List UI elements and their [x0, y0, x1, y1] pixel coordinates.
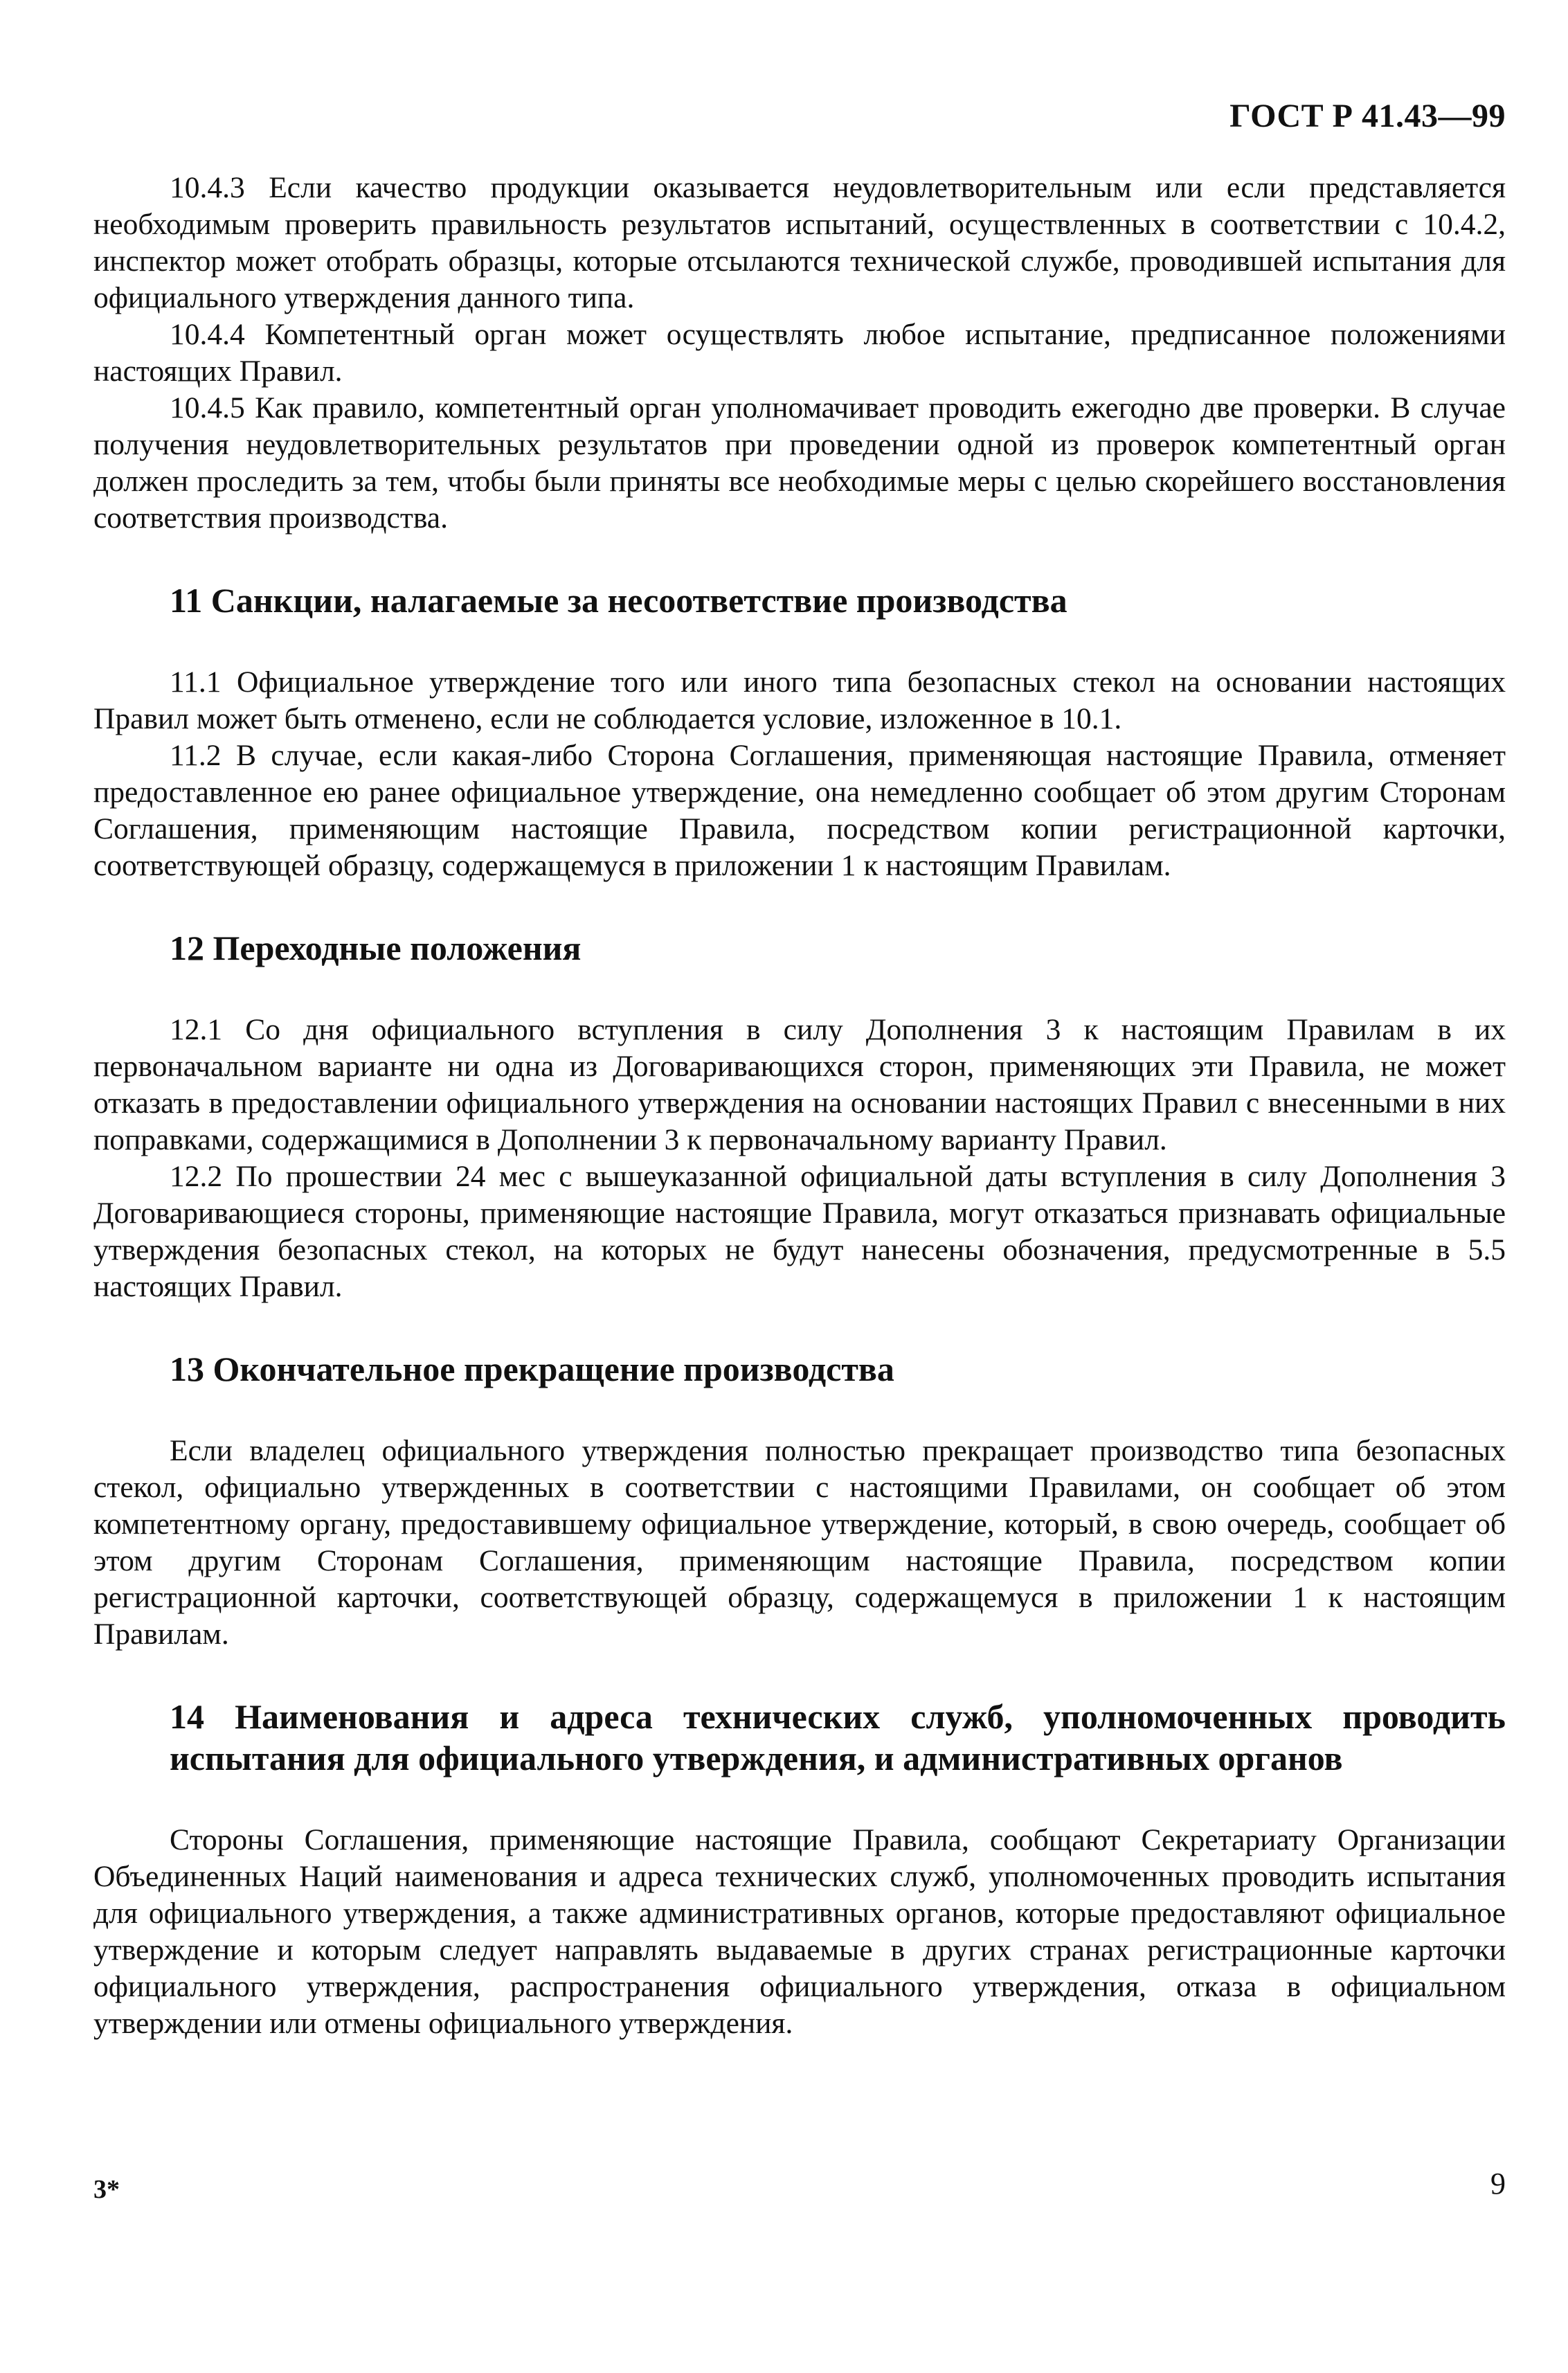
page-number: 9 — [1490, 2167, 1506, 2201]
paragraph-11-1: 11.1 Официальное утверждение того или иного типа безопасных стекол на основании настоящих Правил может быть отменено, если не соблюдается условие, изложенное в 10.1. — [93, 665, 1506, 735]
paragraph-10-4-4: 10.4.4 Компетентный орган может осуществлять любое испытание, предписанное положениями настоящих Правил. — [93, 318, 1506, 388]
section-11-heading: 11 Санкции, налагаемые за несоответствие производства — [170, 581, 1067, 620]
section-14-heading: 14 Наименования и адреса технических служб, уполномоченных проводить испытания для официального утверждения, и административных органов — [170, 1697, 1506, 1777]
section-10-continuation — [93, 170, 1506, 537]
sheet-mark: 3* — [93, 2175, 120, 2204]
paragraph-14: Стороны Соглашения, применяющие настоящие Правила, сообщают Секретариату Организации Объединенных Наций наименования и адреса технических служб, уполномоченных проводить испытания для официального утверждения, а также административных органов, которые предоставляют официальное утверждение и которым следует направлять выдаваемые в других странах регистрационные карточки официального утверждения, распространения официального утверждения, отказа в официальном утверждении или отмены официального утверждения. — [93, 1823, 1506, 2040]
paragraph-11-2: 11.2 В случае, если какая-либо Сторона Соглашения, применяющая настоящие Правила, отменяет предоставленное ею ранее официальное утверждение, она немедленно сообщает об этом другим Сторонам Соглашения, применяющим настоящие Правила, посредством копии регистрационной карточки, соответствующей образцу, содержащемуся в приложении 1 к настоящим Правилам. — [93, 739, 1506, 882]
document-body — [93, 170, 1506, 2042]
paragraph-10-4-3: 10.4.3 Если качество продукции оказывается неудовлетворительным или если представляется необходимым проверить правильность результатов испытаний, осуществленных в соответствии с 10.4.2, инспектор может отобрать образцы, которые отсылаются технической службе, проводившей испытания для официального утверждения данного типа. — [93, 171, 1506, 314]
paragraph-13: Если владелец официального утверждения полностью прекращает производство типа безопасных стекол, официально утвержденных в соответствии с настоящими Правилами, он сообщает об этом компетентному органу, предоставившему официальное утверждение, который, в свою очередь, сообщает об этом другим Сторонам Соглашения, применяющим настоящие Правила, посредством копии регистрационной карточки, соответствующей образцу, содержащемуся в приложении 1 к настоящим Правилам. — [93, 1434, 1506, 1651]
paragraph-12-2: 12.2 По прошествии 24 мес с вышеуказанной официальной даты вступления в силу Дополнения 3 Договаривающиеся стороны, применяющие настоящие Правила, могут отказаться признавать официальные утверждения безопасных стекол, на которых не будут нанесены обозначения, предусмотренные в 5.5 настоящих Правил. — [93, 1160, 1506, 1303]
paragraph-12-1: 12.1 Со дня официального вступления в силу Дополнения 3 к настоящим Правилам в их первоначальном варианте ни одна из Договаривающихся сторон, применяющих эти Правила, не может отказать в предоставлении официального утверждения на основании настоящих Правил с внесенными в них поправками, содержащимися в Дополнении 3 к первоначальному варианту Правил. — [93, 1013, 1506, 1156]
document-code: ГОСТ Р 41.43—99 — [1229, 98, 1506, 134]
section-13-heading: 13 Окончательное прекращение производства — [170, 1350, 894, 1388]
section-12 — [93, 1012, 1506, 1305]
section-14 — [93, 1822, 1506, 2042]
section-12-heading: 12 Переходные положения — [170, 929, 582, 967]
section-13 — [93, 1433, 1506, 1653]
paragraph-10-4-5: 10.4.5 Как правило, компетентный орган уполномачивает проводить ежегодно две проверки. В случае получения неудовлетворительных результатов при проведении одной из проверок компетентный орган должен проследить за тем, чтобы были приняты все необходимые меры с целью скорейшего восстановления соответствия производства. — [93, 391, 1506, 535]
section-11 — [93, 664, 1506, 884]
